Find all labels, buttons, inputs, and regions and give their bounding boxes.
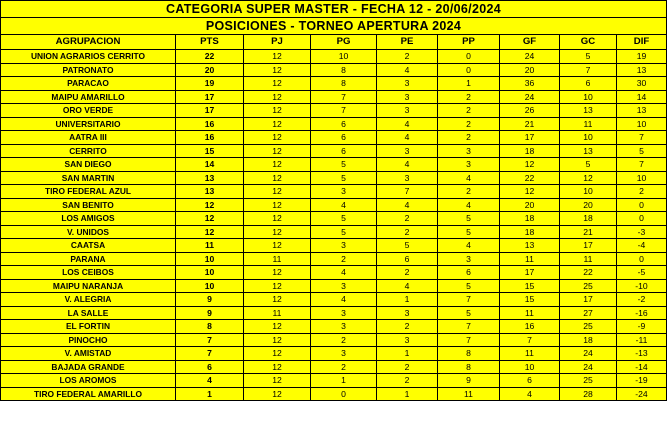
cell-gc: 25 <box>560 279 617 293</box>
cell-pe: 4 <box>377 279 438 293</box>
cell-gf: 17 <box>500 131 560 145</box>
cell-pp: 5 <box>438 225 500 239</box>
cell-pe: 3 <box>377 306 438 320</box>
cell-team: UNION AGRARIOS CERRITO <box>1 50 176 64</box>
cell-pts: 9 <box>176 293 244 307</box>
cell-gf: 16 <box>500 320 560 334</box>
cell-pe: 2 <box>377 212 438 226</box>
cell-gf: 18 <box>500 212 560 226</box>
cell-pp: 3 <box>438 252 500 266</box>
cell-gf: 11 <box>500 347 560 361</box>
cell-gc: 24 <box>560 360 617 374</box>
cell-pg: 2 <box>311 360 377 374</box>
cell-dif: -16 <box>617 306 667 320</box>
cell-pp: 2 <box>438 117 500 131</box>
cell-pj: 12 <box>244 266 311 280</box>
cell-gf: 26 <box>500 104 560 118</box>
cell-gf: 20 <box>500 198 560 212</box>
cell-pj: 12 <box>244 104 311 118</box>
table-row <box>1 293 667 307</box>
cell-pj: 12 <box>244 374 311 388</box>
cell-pts: 6 <box>176 360 244 374</box>
table-row <box>1 279 667 293</box>
title-row <box>1 1 667 18</box>
cell-pe: 4 <box>377 117 438 131</box>
cell-team: PINOCHO <box>1 333 176 347</box>
cell-pts: 13 <box>176 171 244 185</box>
cell-dif: -5 <box>617 266 667 280</box>
cell-pe: 7 <box>377 185 438 199</box>
cell-pts: 14 <box>176 158 244 172</box>
cell-dif: 10 <box>617 171 667 185</box>
cell-pj: 12 <box>244 279 311 293</box>
cell-pj: 12 <box>244 198 311 212</box>
cell-pe: 3 <box>377 333 438 347</box>
cell-pts: 12 <box>176 212 244 226</box>
cell-gf: 15 <box>500 279 560 293</box>
column-header-pts: PTS <box>176 35 244 50</box>
table-row <box>1 387 667 401</box>
cell-pj: 12 <box>244 90 311 104</box>
cell-pts: 9 <box>176 306 244 320</box>
cell-pe: 2 <box>377 225 438 239</box>
cell-dif: -24 <box>617 387 667 401</box>
column-header-gf: GF <box>500 35 560 50</box>
table-row <box>1 252 667 266</box>
cell-dif: -2 <box>617 293 667 307</box>
cell-team: EL FORTIN <box>1 320 176 334</box>
cell-pp: 7 <box>438 293 500 307</box>
cell-team: MAIPU NARANJA <box>1 279 176 293</box>
cell-pp: 4 <box>438 239 500 253</box>
cell-team: CERRITO <box>1 144 176 158</box>
table-row <box>1 77 667 91</box>
column-header-row <box>1 35 667 50</box>
subtitle-row <box>1 18 667 35</box>
cell-gc: 6 <box>560 77 617 91</box>
cell-pp: 4 <box>438 198 500 212</box>
cell-pj: 12 <box>244 131 311 145</box>
cell-dif: -11 <box>617 333 667 347</box>
cell-pj: 12 <box>244 387 311 401</box>
cell-pp: 6 <box>438 266 500 280</box>
cell-gc: 5 <box>560 158 617 172</box>
column-header-team: AGRUPACION <box>1 35 176 50</box>
cell-pj: 12 <box>244 320 311 334</box>
cell-pj: 12 <box>244 144 311 158</box>
cell-team: SAN DIEGO <box>1 158 176 172</box>
cell-gc: 10 <box>560 185 617 199</box>
cell-pj: 12 <box>244 225 311 239</box>
cell-dif: -13 <box>617 347 667 361</box>
cell-gf: 22 <box>500 171 560 185</box>
cell-pe: 4 <box>377 158 438 172</box>
cell-dif: 13 <box>617 104 667 118</box>
cell-pg: 4 <box>311 266 377 280</box>
cell-pe: 3 <box>377 90 438 104</box>
cell-pj: 12 <box>244 117 311 131</box>
cell-gc: 18 <box>560 333 617 347</box>
cell-pg: 5 <box>311 225 377 239</box>
cell-pg: 6 <box>311 144 377 158</box>
table-title: CATEGORIA SUPER MASTER - FECHA 12 - 20/06/2024 <box>1 1 667 18</box>
table-subtitle: POSICIONES - TORNEO APERTURA 2024 <box>1 18 667 35</box>
cell-dif: 2 <box>617 185 667 199</box>
cell-pp: 3 <box>438 158 500 172</box>
cell-gc: 13 <box>560 144 617 158</box>
cell-team: LOS AROMOS <box>1 374 176 388</box>
cell-pp: 5 <box>438 306 500 320</box>
cell-pj: 12 <box>244 212 311 226</box>
cell-pg: 4 <box>311 293 377 307</box>
cell-pts: 8 <box>176 320 244 334</box>
table-row <box>1 347 667 361</box>
cell-pp: 0 <box>438 63 500 77</box>
cell-gc: 20 <box>560 198 617 212</box>
cell-pe: 6 <box>377 252 438 266</box>
cell-pe: 3 <box>377 144 438 158</box>
cell-pp: 4 <box>438 171 500 185</box>
table-row <box>1 131 667 145</box>
cell-pj: 11 <box>244 252 311 266</box>
cell-pts: 15 <box>176 144 244 158</box>
cell-team: CAATSA <box>1 239 176 253</box>
cell-pj: 12 <box>244 360 311 374</box>
cell-pg: 6 <box>311 117 377 131</box>
cell-pg: 5 <box>311 158 377 172</box>
cell-pp: 2 <box>438 131 500 145</box>
table-row <box>1 158 667 172</box>
cell-pts: 16 <box>176 117 244 131</box>
table-row <box>1 239 667 253</box>
cell-pj: 12 <box>244 185 311 199</box>
cell-pj: 12 <box>244 77 311 91</box>
table-row <box>1 225 667 239</box>
cell-pe: 2 <box>377 320 438 334</box>
cell-pe: 2 <box>377 50 438 64</box>
cell-dif: 19 <box>617 50 667 64</box>
cell-dif: 13 <box>617 63 667 77</box>
cell-gc: 13 <box>560 104 617 118</box>
cell-gf: 13 <box>500 239 560 253</box>
cell-pg: 3 <box>311 185 377 199</box>
cell-pe: 1 <box>377 347 438 361</box>
cell-gc: 17 <box>560 293 617 307</box>
cell-dif: -19 <box>617 374 667 388</box>
cell-gf: 21 <box>500 117 560 131</box>
cell-gc: 5 <box>560 50 617 64</box>
cell-team: PATRONATO <box>1 63 176 77</box>
cell-team: PARACAO <box>1 77 176 91</box>
cell-pe: 2 <box>377 360 438 374</box>
cell-pp: 8 <box>438 347 500 361</box>
cell-dif: 14 <box>617 90 667 104</box>
cell-pp: 8 <box>438 360 500 374</box>
cell-pg: 5 <box>311 171 377 185</box>
cell-gc: 10 <box>560 131 617 145</box>
cell-pts: 13 <box>176 185 244 199</box>
cell-pj: 11 <box>244 306 311 320</box>
cell-pg: 7 <box>311 104 377 118</box>
cell-pp: 1 <box>438 77 500 91</box>
table-row <box>1 63 667 77</box>
cell-pg: 2 <box>311 333 377 347</box>
cell-team: TIRO FEDERAL AMARILLO <box>1 387 176 401</box>
cell-pe: 2 <box>377 374 438 388</box>
cell-team: LOS AMIGOS <box>1 212 176 226</box>
cell-pe: 5 <box>377 239 438 253</box>
cell-pj: 12 <box>244 171 311 185</box>
table-row <box>1 117 667 131</box>
cell-pts: 12 <box>176 225 244 239</box>
cell-pe: 1 <box>377 387 438 401</box>
cell-gf: 11 <box>500 306 560 320</box>
cell-gc: 17 <box>560 239 617 253</box>
cell-dif: 0 <box>617 212 667 226</box>
cell-pg: 10 <box>311 50 377 64</box>
cell-pj: 12 <box>244 50 311 64</box>
cell-team: V. AMISTAD <box>1 347 176 361</box>
cell-pp: 0 <box>438 50 500 64</box>
cell-pe: 4 <box>377 63 438 77</box>
cell-gf: 24 <box>500 90 560 104</box>
cell-pts: 20 <box>176 63 244 77</box>
table-row <box>1 198 667 212</box>
column-header-pj: PJ <box>244 35 311 50</box>
cell-pj: 12 <box>244 158 311 172</box>
cell-team: TIRO FEDERAL AZUL <box>1 185 176 199</box>
cell-team: UNIVERSITARIO <box>1 117 176 131</box>
cell-gc: 11 <box>560 117 617 131</box>
cell-pg: 2 <box>311 252 377 266</box>
cell-pts: 10 <box>176 252 244 266</box>
cell-pts: 19 <box>176 77 244 91</box>
cell-pts: 7 <box>176 347 244 361</box>
cell-pg: 3 <box>311 306 377 320</box>
cell-pp: 3 <box>438 144 500 158</box>
cell-pp: 5 <box>438 279 500 293</box>
cell-gc: 18 <box>560 212 617 226</box>
cell-pp: 2 <box>438 104 500 118</box>
cell-dif: 0 <box>617 252 667 266</box>
cell-gf: 36 <box>500 77 560 91</box>
cell-pts: 12 <box>176 198 244 212</box>
cell-pe: 3 <box>377 77 438 91</box>
cell-team: PARANA <box>1 252 176 266</box>
cell-gf: 10 <box>500 360 560 374</box>
cell-pg: 7 <box>311 90 377 104</box>
cell-pj: 12 <box>244 239 311 253</box>
cell-dif: -14 <box>617 360 667 374</box>
standings-body <box>1 50 667 401</box>
cell-pp: 2 <box>438 90 500 104</box>
cell-gc: 25 <box>560 320 617 334</box>
cell-gc: 10 <box>560 90 617 104</box>
cell-gc: 11 <box>560 252 617 266</box>
cell-dif: 30 <box>617 77 667 91</box>
cell-pts: 11 <box>176 239 244 253</box>
cell-dif: -3 <box>617 225 667 239</box>
cell-gc: 22 <box>560 266 617 280</box>
cell-pts: 4 <box>176 374 244 388</box>
cell-gc: 27 <box>560 306 617 320</box>
cell-gf: 15 <box>500 293 560 307</box>
cell-gf: 17 <box>500 266 560 280</box>
table-row <box>1 266 667 280</box>
cell-pj: 12 <box>244 333 311 347</box>
cell-pe: 4 <box>377 198 438 212</box>
cell-gf: 7 <box>500 333 560 347</box>
cell-gf: 11 <box>500 252 560 266</box>
cell-dif: 10 <box>617 117 667 131</box>
cell-pts: 17 <box>176 104 244 118</box>
cell-gc: 21 <box>560 225 617 239</box>
cell-pj: 12 <box>244 347 311 361</box>
cell-pg: 6 <box>311 131 377 145</box>
table-row <box>1 185 667 199</box>
cell-pg: 3 <box>311 239 377 253</box>
cell-pg: 1 <box>311 374 377 388</box>
cell-team: SAN MARTIN <box>1 171 176 185</box>
column-header-pp: PP <box>438 35 500 50</box>
column-header-gc: GC <box>560 35 617 50</box>
cell-pg: 8 <box>311 77 377 91</box>
cell-dif: -9 <box>617 320 667 334</box>
column-header-pg: PG <box>311 35 377 50</box>
cell-gf: 24 <box>500 50 560 64</box>
cell-team: BAJADA GRANDE <box>1 360 176 374</box>
cell-dif: 5 <box>617 144 667 158</box>
cell-gc: 24 <box>560 347 617 361</box>
cell-pp: 9 <box>438 374 500 388</box>
cell-pj: 12 <box>244 293 311 307</box>
cell-pg: 3 <box>311 320 377 334</box>
table-row <box>1 90 667 104</box>
cell-pe: 1 <box>377 293 438 307</box>
cell-gc: 25 <box>560 374 617 388</box>
cell-gc: 7 <box>560 63 617 77</box>
cell-pg: 4 <box>311 198 377 212</box>
table-row <box>1 360 667 374</box>
cell-pts: 1 <box>176 387 244 401</box>
column-header-pe: PE <box>377 35 438 50</box>
cell-team: MAIPU AMARILLO <box>1 90 176 104</box>
table-row <box>1 50 667 64</box>
table-row <box>1 104 667 118</box>
cell-gf: 18 <box>500 144 560 158</box>
cell-team: SAN BENITO <box>1 198 176 212</box>
cell-pts: 7 <box>176 333 244 347</box>
cell-gc: 28 <box>560 387 617 401</box>
table-row <box>1 374 667 388</box>
cell-pp: 7 <box>438 320 500 334</box>
cell-pts: 16 <box>176 131 244 145</box>
cell-pp: 5 <box>438 212 500 226</box>
cell-pg: 8 <box>311 63 377 77</box>
cell-pts: 17 <box>176 90 244 104</box>
table-row <box>1 306 667 320</box>
cell-gf: 6 <box>500 374 560 388</box>
cell-team: AATRA III <box>1 131 176 145</box>
cell-pp: 11 <box>438 387 500 401</box>
table-row <box>1 212 667 226</box>
cell-pe: 3 <box>377 171 438 185</box>
cell-pg: 0 <box>311 387 377 401</box>
cell-pts: 10 <box>176 279 244 293</box>
cell-gf: 12 <box>500 158 560 172</box>
cell-pp: 2 <box>438 185 500 199</box>
cell-dif: -4 <box>617 239 667 253</box>
cell-team: LOS CEIBOS <box>1 266 176 280</box>
cell-team: LA SALLE <box>1 306 176 320</box>
cell-gf: 18 <box>500 225 560 239</box>
cell-gf: 20 <box>500 63 560 77</box>
cell-dif: 0 <box>617 198 667 212</box>
cell-pe: 2 <box>377 266 438 280</box>
cell-pg: 5 <box>311 212 377 226</box>
cell-gc: 12 <box>560 171 617 185</box>
cell-gf: 12 <box>500 185 560 199</box>
cell-team: V. ALEGRIA <box>1 293 176 307</box>
table-row <box>1 144 667 158</box>
cell-dif: -10 <box>617 279 667 293</box>
cell-pe: 3 <box>377 104 438 118</box>
cell-team: ORO VERDE <box>1 104 176 118</box>
cell-pj: 12 <box>244 63 311 77</box>
column-header-dif: DIF <box>617 35 667 50</box>
cell-pe: 4 <box>377 131 438 145</box>
table-row <box>1 320 667 334</box>
cell-pts: 22 <box>176 50 244 64</box>
cell-dif: 7 <box>617 158 667 172</box>
table-row <box>1 333 667 347</box>
cell-pg: 3 <box>311 279 377 293</box>
cell-pp: 7 <box>438 333 500 347</box>
cell-pg: 3 <box>311 347 377 361</box>
cell-gf: 4 <box>500 387 560 401</box>
cell-dif: 7 <box>617 131 667 145</box>
cell-team: V. UNIDOS <box>1 225 176 239</box>
table-row <box>1 171 667 185</box>
cell-pts: 10 <box>176 266 244 280</box>
